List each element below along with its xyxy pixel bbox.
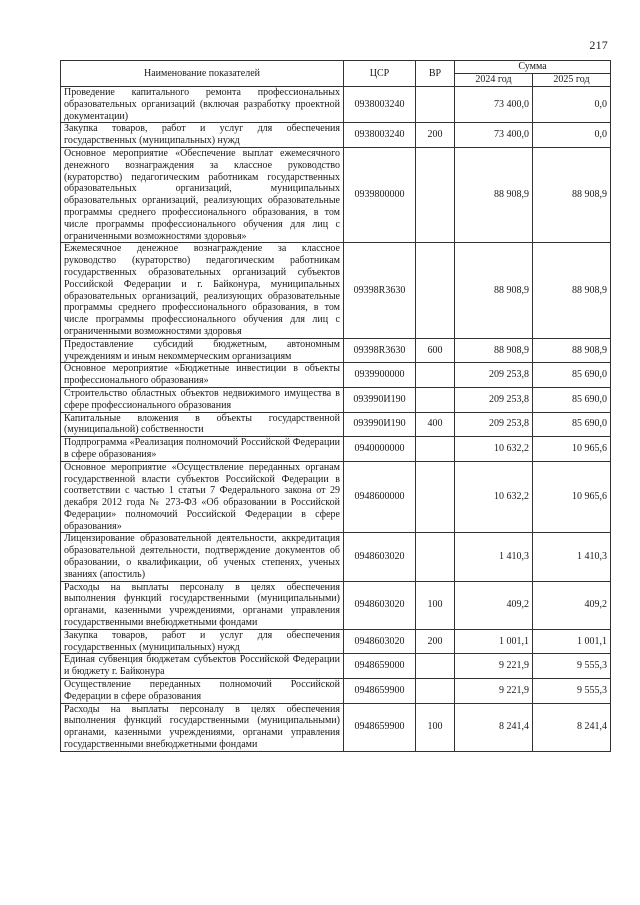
table-body xyxy=(61,87,611,752)
table-row xyxy=(61,87,611,123)
row-csr-code: 09398R3630 xyxy=(344,338,416,363)
row-amount-2025: 88 908,9 xyxy=(533,147,611,242)
row-name: Лицензирование образовательной деятельности, аккредитация образовательной деятельности, подтверждение документов об образовании, о квалификации, об ученых степенях, ученых званиях (апостиль) xyxy=(61,533,344,581)
row-amount-2024: 88 908,9 xyxy=(455,338,533,363)
table-row xyxy=(61,123,611,148)
row-amount-2025: 88 908,9 xyxy=(533,338,611,363)
table-row xyxy=(61,243,611,338)
table-row xyxy=(61,654,611,679)
table-row xyxy=(61,363,611,388)
row-name: Основное мероприятие «Бюджетные инвестиции в объекты профессионального образования» xyxy=(61,363,344,388)
table-row xyxy=(61,703,611,751)
table-row xyxy=(61,533,611,581)
row-csr-code: 0939800000 xyxy=(344,147,416,242)
row-vr-code xyxy=(416,679,455,704)
row-amount-2025: 0,0 xyxy=(533,87,611,123)
row-csr-code: 0948603020 xyxy=(344,629,416,654)
row-name: Осуществление переданных полномочий Российской Федерации в сфере образования xyxy=(61,679,344,704)
row-amount-2024: 209 253,8 xyxy=(455,363,533,388)
row-name: Ежемесячное денежное вознаграждение за классное руководство (кураторство) педагогическим работникам государственных образовательных организаций субъектов Российской Федерации и г. Байконура, муниципальных образовательных организаций, реализующих образовательные программы среднего профессионального образования, в том числе программы профессионального обучения для лиц с ограниченными возможностями здоровья xyxy=(61,243,344,338)
row-amount-2025: 88 908,9 xyxy=(533,243,611,338)
row-csr-code: 0938003240 xyxy=(344,123,416,148)
row-amount-2024: 409,2 xyxy=(455,581,533,629)
row-vr-code: 400 xyxy=(416,412,455,437)
row-amount-2025: 10 965,6 xyxy=(533,461,611,533)
row-name: Расходы на выплаты персоналу в целях обеспечения выполнения функций государственными (муниципальными) органами, казенными учреждениями, органами управления государственными внебюджетными фондами xyxy=(61,581,344,629)
row-name: Проведение капитального ремонта профессиональных образовательных организаций (включая разработку проектной документации) xyxy=(61,87,344,123)
header-year-2025: 2025 год xyxy=(533,74,611,87)
row-amount-2025: 9 555,3 xyxy=(533,679,611,704)
row-name: Строительство областных объектов недвижимого имущества в сфере профессионального образования xyxy=(61,387,344,412)
row-name: Закупка товаров, работ и услуг для обеспечения государственных (муниципальных) нужд xyxy=(61,123,344,148)
row-name: Основное мероприятие «Обеспечение выплат ежемесячного денежного вознаграждения за классное руководство (кураторство) педагогическим работникам государственных образовательных организаций, муниципальных образовательных организаций, реализующих образовательные программы среднего профессионального образования, в том числе программы профессионального обучения для лиц с ограниченными возможностями здоровья» xyxy=(61,147,344,242)
row-amount-2024: 1 410,3 xyxy=(455,533,533,581)
header-csr: ЦСР xyxy=(344,61,416,87)
row-name: Основное мероприятие «Осуществление переданных органам государственной власти субъектов Российской Федерации в соответствии с частью 1 статьи 7 Федерального закона от 29 декабря 2012 года № 273-ФЗ «Об образовании в Российской Федерации» полномочий Российской Федерации в сфере образования» xyxy=(61,461,344,533)
row-vr-code xyxy=(416,533,455,581)
table-row xyxy=(61,338,611,363)
row-vr-code xyxy=(416,87,455,123)
row-amount-2025: 9 555,3 xyxy=(533,654,611,679)
row-amount-2025: 0,0 xyxy=(533,123,611,148)
row-csr-code: 093990И190 xyxy=(344,387,416,412)
row-csr-code: 0939900000 xyxy=(344,363,416,388)
row-amount-2024: 209 253,8 xyxy=(455,387,533,412)
row-vr-code: 200 xyxy=(416,123,455,148)
row-amount-2025: 10 965,6 xyxy=(533,437,611,462)
row-amount-2024: 8 241,4 xyxy=(455,703,533,751)
row-vr-code: 600 xyxy=(416,338,455,363)
row-amount-2024: 88 908,9 xyxy=(455,147,533,242)
row-csr-code: 0948603020 xyxy=(344,581,416,629)
row-amount-2024: 209 253,8 xyxy=(455,412,533,437)
row-amount-2025: 85 690,0 xyxy=(533,387,611,412)
table-row xyxy=(61,412,611,437)
row-amount-2025: 85 690,0 xyxy=(533,363,611,388)
table-row xyxy=(61,629,611,654)
row-vr-code: 100 xyxy=(416,581,455,629)
header-year-2024: 2024 год xyxy=(455,74,533,87)
row-amount-2024: 10 632,2 xyxy=(455,461,533,533)
row-csr-code: 0948600000 xyxy=(344,461,416,533)
row-amount-2024: 10 632,2 xyxy=(455,437,533,462)
row-name: Предоставление субсидий бюджетным, автономным учреждениям и иным некоммерческим организациям xyxy=(61,338,344,363)
header-sum: Сумма xyxy=(455,61,611,74)
row-amount-2025: 1 001,1 xyxy=(533,629,611,654)
row-name: Подпрограмма «Реализация полномочий Российской Федерации в сфере образования» xyxy=(61,437,344,462)
row-amount-2025: 409,2 xyxy=(533,581,611,629)
row-vr-code: 100 xyxy=(416,703,455,751)
row-csr-code: 0948659000 xyxy=(344,654,416,679)
row-amount-2024: 9 221,9 xyxy=(455,654,533,679)
page-number: 217 xyxy=(589,38,608,52)
row-vr-code xyxy=(416,147,455,242)
row-amount-2024: 73 400,0 xyxy=(455,87,533,123)
table-header xyxy=(61,61,611,87)
row-vr-code: 200 xyxy=(416,629,455,654)
budget-table xyxy=(60,60,611,752)
table-row xyxy=(61,679,611,704)
row-amount-2025: 8 241,4 xyxy=(533,703,611,751)
row-csr-code: 0948659900 xyxy=(344,703,416,751)
table-row xyxy=(61,437,611,462)
row-vr-code xyxy=(416,461,455,533)
row-name: Расходы на выплаты персоналу в целях обеспечения выполнения функций государственными (муниципальными) органами, казенными учреждениями, органами управления государственными внебюджетными фондами xyxy=(61,703,344,751)
row-csr-code: 0938003240 xyxy=(344,87,416,123)
row-csr-code: 0948603020 xyxy=(344,533,416,581)
row-name: Капитальные вложения в объекты государственной (муниципальной) собственности xyxy=(61,412,344,437)
row-amount-2024: 9 221,9 xyxy=(455,679,533,704)
row-name: Единая субвенция бюджетам субъектов Российской Федерации и бюджету г. Байконура xyxy=(61,654,344,679)
table-row xyxy=(61,387,611,412)
row-csr-code: 0940000000 xyxy=(344,437,416,462)
table-row xyxy=(61,581,611,629)
row-vr-code xyxy=(416,387,455,412)
row-amount-2024: 1 001,1 xyxy=(455,629,533,654)
row-amount-2025: 1 410,3 xyxy=(533,533,611,581)
row-vr-code xyxy=(416,437,455,462)
header-name: Наименование показателей xyxy=(61,61,344,87)
row-amount-2025: 85 690,0 xyxy=(533,412,611,437)
row-vr-code xyxy=(416,243,455,338)
row-name: Закупка товаров, работ и услуг для обеспечения государственных (муниципальных) нужд xyxy=(61,629,344,654)
row-vr-code xyxy=(416,654,455,679)
row-csr-code: 0948659900 xyxy=(344,679,416,704)
row-csr-code: 09398R3630 xyxy=(344,243,416,338)
table-row xyxy=(61,461,611,533)
row-amount-2024: 88 908,9 xyxy=(455,243,533,338)
row-amount-2024: 73 400,0 xyxy=(455,123,533,148)
row-vr-code xyxy=(416,363,455,388)
row-csr-code: 093990И190 xyxy=(344,412,416,437)
header-vr: ВР xyxy=(416,61,455,87)
table-row xyxy=(61,147,611,242)
